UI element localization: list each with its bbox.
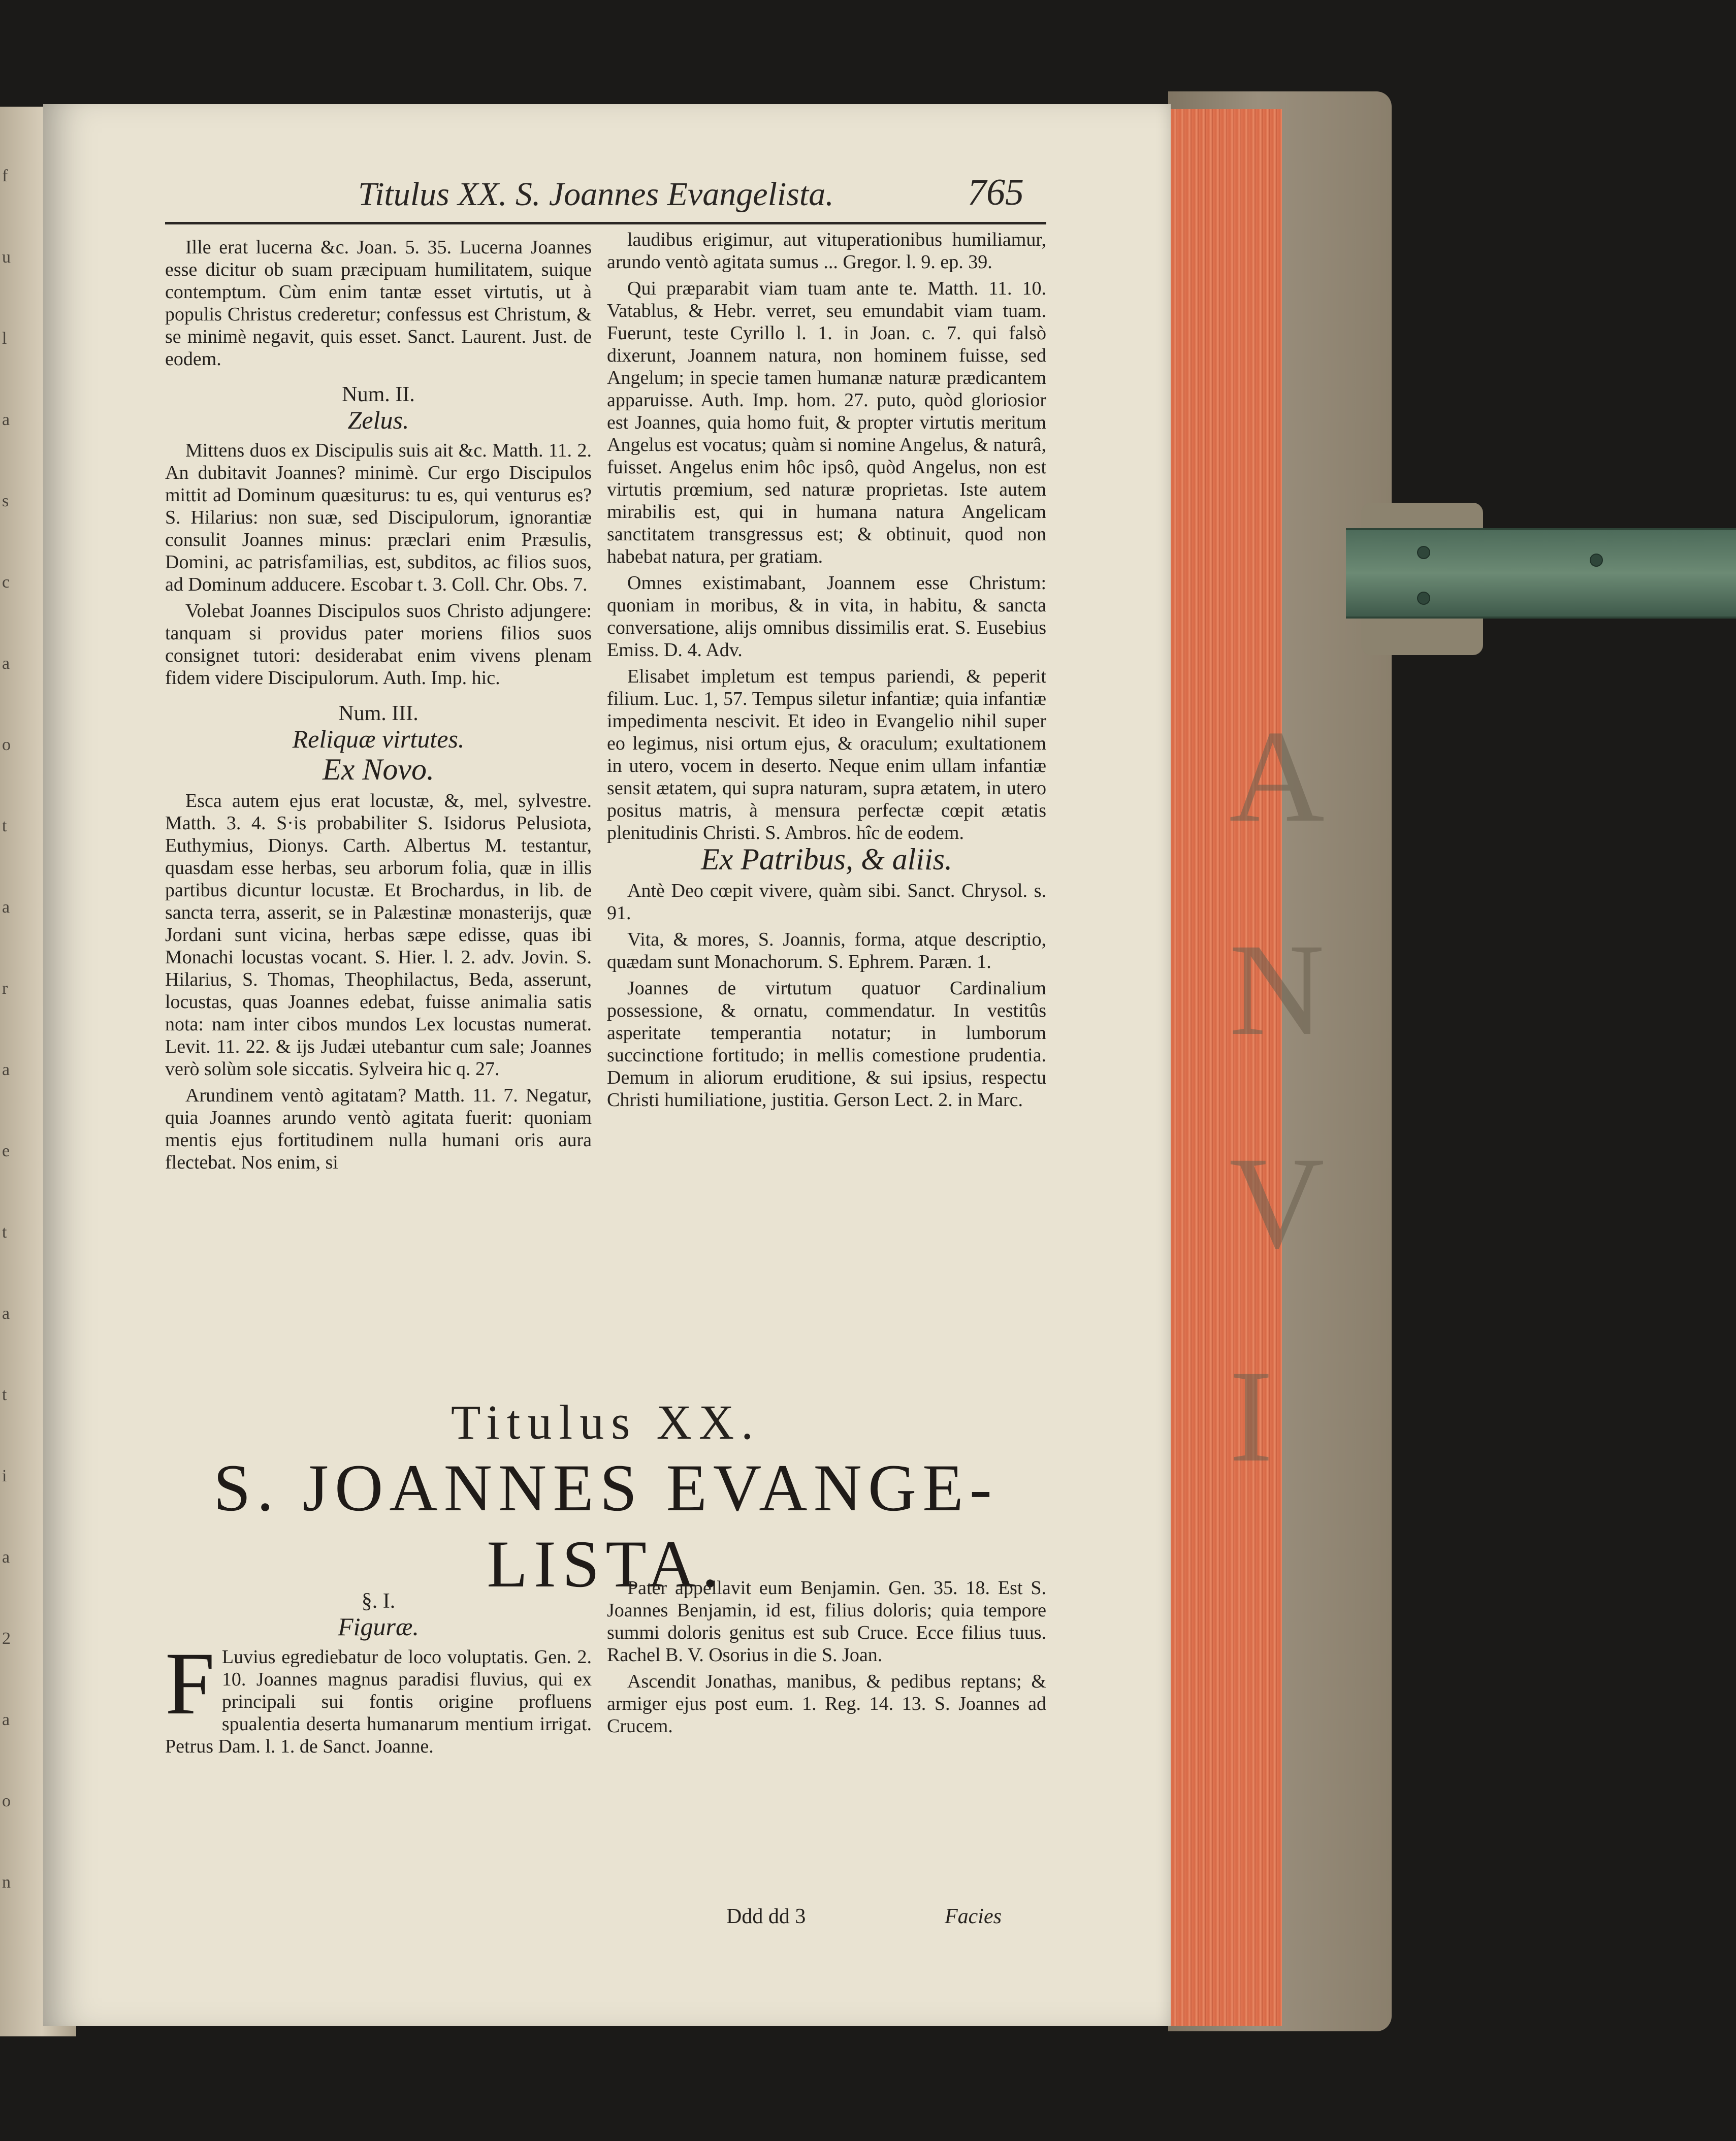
left-page-fragment: r	[2, 979, 8, 998]
left-page-fragment: o	[2, 735, 11, 754]
drop-cap: F	[165, 1634, 215, 1733]
paragraph: Volebat Joannes Discipulos suos Christo adjungere: tanquam si providus pater moriens filios suos consignet tutori: desiderabat enim vivens plenam fidem videre Discipulorum. Auth. Imp. hic.	[165, 600, 592, 689]
paragraph: F Luvius egrediebatur de loco voluptatis. Gen. 2. 10. Joannes magnus paradisi fluvius, qui ex principali sui fontis origine profluens spualentia deserta humanarum mentium irrigat. Petrus Dam. l. 1. de Sanct. Joanne.	[165, 1634, 592, 1757]
right-column-top	[607, 229, 1046, 1115]
paragraph: Ille erat lucerna &c. Joan. 5. 35. Lucerna Joannes esse dicitur ob suam præcipuam humilitatem, suique contemptum. Cùm enim tantæ esset virtutis, ut à populis Christus crederetur; confessus est Christum, & se minimè negavit, quis esset. Sanct. Laurent. Just. de eodem.	[165, 237, 592, 370]
paragraph: Mittens duos ex Discipulis suis ait &c. Matth. 11. 2. An dubitavit Joannes? minimè. Cur ergo Discipulos mittit ad Dominum quæsiturus: tu es, qui venturus es? S. Hilarius: non suæ, sed Discipulorum, ignorantiæ consulit Joannes minus: præclari enim Præsulis, Domini, ac patrisfamilias, est, subditos, ac filios suos, ad Dominum adducere. Escobar t. 3. Coll. Chr. Obs. 7.	[165, 440, 592, 595]
section-subheading: Zelus.	[347, 406, 409, 434]
paragraph: Ascendit Jonathas, manibus, & pedibus reptans; & armiger ejus post eum. 1. Reg. 14. 13. S. Joannes ad Crucem.	[607, 1671, 1046, 1737]
left-page-fragment: u	[2, 248, 11, 267]
clasp-rivet-icon	[1417, 592, 1430, 605]
left-column-bottom	[165, 1577, 592, 1762]
section-subheading: Figuræ.	[338, 1612, 419, 1641]
left-page-fragment: a	[2, 1710, 10, 1729]
section-title: Titulus XX.	[451, 1395, 761, 1449]
left-page-fragment: e	[2, 1142, 10, 1160]
paragraph: Vita, & mores, S. Joannis, forma, atque descriptio, quædam sunt Monachorum. S. Ephrem. Paræn. 1.	[607, 929, 1046, 972]
left-page-fragment: o	[2, 1792, 11, 1810]
paragraph: laudibus erigimur, aut vituperationibus humiliamur, arundo ventò agitata sumus ... Gregor. l. 9. ep. 39.	[607, 229, 1046, 273]
spine-letter: N	[1229, 917, 1325, 1063]
section-heading: Ex Novo.	[323, 753, 434, 786]
section-number: §. I.	[361, 1589, 396, 1613]
left-column-top	[165, 236, 592, 1178]
section-subheading: Reliquæ virtutes.	[292, 725, 465, 753]
section-number: Num. III.	[338, 702, 419, 725]
main-title-line-1: S. JOANNES EVANGE-	[213, 1450, 998, 1525]
clasp-rivet-icon	[1590, 554, 1603, 567]
running-head: Titulus XX. S. Joannes Evangelista.	[358, 176, 834, 213]
left-page-fragment: a	[2, 410, 10, 429]
left-page-fragment: a	[2, 1060, 10, 1079]
paragraph: Qui præparabit viam tuam ante te. Matth. 11. 10. Vatablus, & Hebr. verret, seu emundabit viam tuam. Fuerunt, teste Cyrillo l. 1. in Joan. c. 7. qui falsò dixerunt, Joannem natura, non hominem fuisse, sed Angelum; in specie tamen humanæ naturæ prædicantem apparuisse. Auth. Imp. hom. 27. puto, quòd gloriosior est Joannes, quia homo fuit, & propter virtutis meritum Angelus est vocatus; quàm si nomine Angelus, & naturâ, fuisset. Angelus enim hôc ipsô, quòd Angelus, non est virtutis prœmium, sed naturæ proprietas. Iste autem mirabilis est, qui in humana natura Angelicam sanctitatem transgressus est; & obtinuit, quod non habebat natura, per gratiam.	[607, 278, 1046, 567]
paragraph: Pater appellavit eum Benjamin. Gen. 35. 18. Est S. Joannes Benjamin, id est, filius doloris; quia tempore summi doloris genitus est sub Cruce. Ecce filius tuus. Rachel B. V. Osorius in die S. Joan.	[607, 1577, 1046, 1666]
page-edge-red	[1168, 109, 1282, 2026]
left-page-fragment: c	[2, 573, 10, 592]
left-page-fragment: t	[2, 1385, 7, 1404]
left-page-fragment: a	[2, 898, 10, 917]
left-page-fragment: f	[2, 167, 8, 185]
section-number: Num. II.	[342, 383, 415, 406]
clasp-rivet-icon	[1417, 546, 1430, 559]
head-rule	[165, 222, 1046, 224]
section-heading: Ex Patribus, & aliis.	[701, 842, 952, 876]
left-page-fragment: n	[2, 1873, 11, 1892]
signature-mark: Ddd dd 3	[726, 1905, 806, 1928]
left-page-fragment: i	[2, 1467, 7, 1485]
paragraph: Arundinem ventò agitatam? Matth. 11. 7. Negatur, quia Joannes arundo ventò agitata fuerit: quoniam mentis ejus fortitudinem nulla humani oris aura flectebat. Nos enim, si	[165, 1085, 592, 1173]
left-page-fragment: 2	[2, 1629, 11, 1648]
left-page-fragment: s	[2, 492, 9, 510]
paragraph: Joannes de virtutum quatuor Cardinalium possessione, & ornatu, commendatur. In vestitûs asperitate temperantia notatur; in lumborum succinctione fortitudo; in mellis comestione prudentia. Demum in aliorum eruditione, & sui ipsius, respectu Christi humiliatione, justitia. Gerson Lect. 2. in Marc.	[607, 978, 1046, 1111]
left-page-fragment: a	[2, 654, 10, 673]
right-column-bottom	[607, 1577, 1046, 1741]
paragraph: Esca autem ejus erat locustæ, &, mel, sylvestre. Matth. 3. 4. S·is probabiliter S. Isidorus Pelusiota, Euthymius, Dionys. Carth. Albertus M. testantur, quasdam esse herbas, seu arborum folia, quæ in illis partibus dicuntur locustæ. Et Brochardus, in lib. de sancta terra, asserit, se in Palæstinæ monasterijs, quæ Jordani sunt vicina, herbas sæpe edisse, quas ibi Monachi locustas vocant. S. Hier. l. 2. adv. Jovin. S. Hilarius, S. Thomas, Theophilactus, Beda, asserunt, locustas, quas Joannes edebat, fuisse animalia satis nota: nam inter cibos mundos Lex locustas numerat. Levit. 11. 22. & ijs Judæi utebantur cum sale; Joannes verò solùm sole siccatis. Sylveira hic q. 27.	[165, 790, 592, 1080]
left-page-fragment: a	[2, 1304, 10, 1323]
left-page-fragment: a	[2, 1548, 10, 1567]
left-page-fragment: t	[2, 1223, 7, 1242]
book-page	[43, 104, 1171, 2026]
paragraph: Antè Deo cœpit vivere, quàm sibi. Sanct. Chrysol. s. 91.	[607, 880, 1046, 924]
main-title-line-2: LISTA.	[487, 1527, 725, 1601]
spine-letter: I	[1229, 1343, 1273, 1489]
page-number: 765	[968, 172, 1024, 213]
paragraph: Elisabet impletum est tempus pariendi, & peperit filium. Luc. 1, 57. Tempus siletur infantiæ; quia infantiæ impedimenta nescivit. Et ideo in Evangelio nihil super eo legimus, nisi ortum ejus, & oraculum; exultationem in utero, vocem in deserto. Neque enim ullam infantiæ sensit ætatem, qui supra naturam, supra ætatem, in utero positus matris, à mensura perfectæ cœpit ætatis plenitudinis Christi. S. Ambros. hîc de eodem.	[607, 666, 1046, 844]
spine-letter: V	[1229, 1130, 1325, 1276]
left-page-fragment: l	[2, 329, 7, 348]
spine-letter: A	[1229, 703, 1325, 850]
paragraph: Omnes existimabant, Joannem esse Christum: quoniam in moribus, & in vita, in habitu, & sancta conversatione, alijs omnibus dissimilis erat. S. Eusebius Emiss. D. 4. Adv.	[607, 572, 1046, 661]
left-page-fragment: t	[2, 817, 7, 835]
catchword: Facies	[945, 1905, 1002, 1928]
book-clasp	[1346, 528, 1736, 619]
